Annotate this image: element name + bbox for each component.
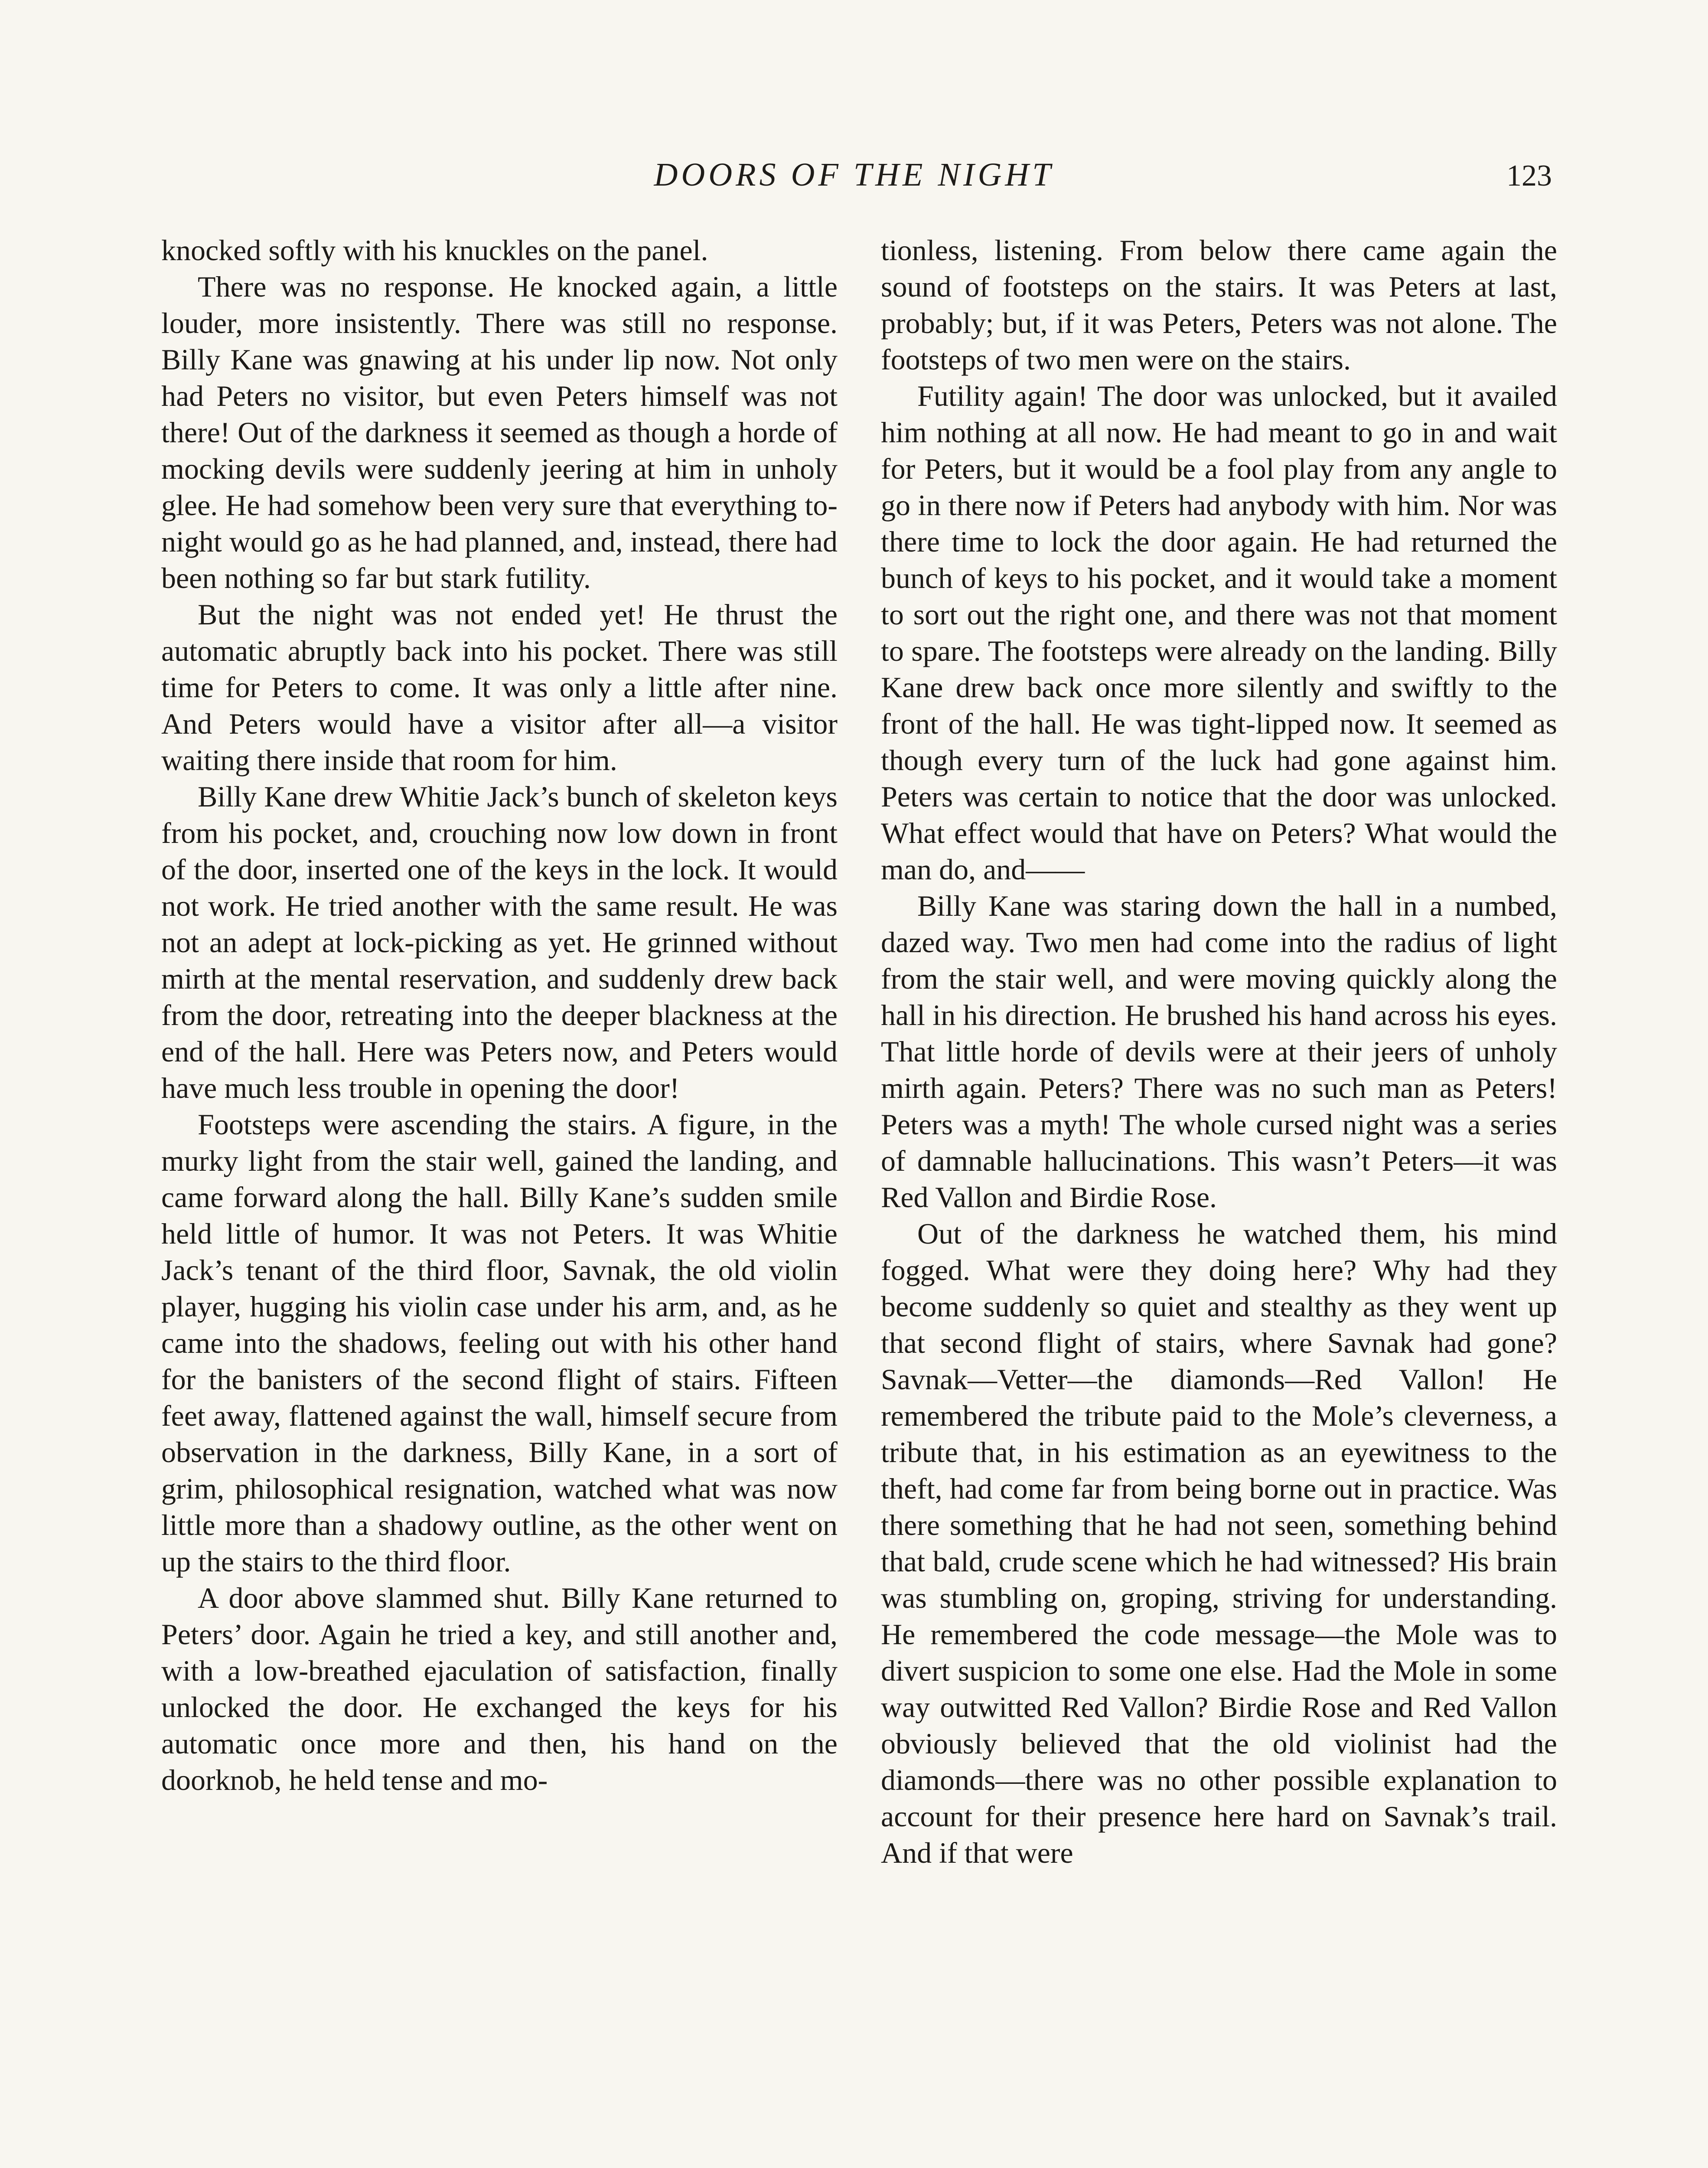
paragraph: Billy Kane drew Whitie Jack’s bunch of skeleton keys from his pocket, and, crouching now low down in front of the door, inserted one of the keys in the lock. It would not work. He tried another with the same result. He was not an adept at lock-picking as yet. He grinned without mirth at the mental reservation, and suddenly drew back from the door, retreating into the deeper blackness at the end of the hall. Here was Peters now, and Peters would have much less trouble in opening the door!: [161, 780, 838, 1104]
paragraph: Billy Kane was staring down the hall in a numbed, dazed way. Two men had come into the radius of light from the stair well, and were moving quickly along the hall in his direction. He brushed his hand across his eyes. That little horde of devils were at their jeers of unholy mirth again. Peters? There was no such man as Peters! Peters was a myth! The whole cursed night was a series of damnable hallucinations. This wasn’t Peters—it was Red Vallon and Birdie Rose.: [881, 889, 1557, 1214]
paragraph: Footsteps were ascending the stairs. A figure, in the murky light from the stair well, gained the landing, and came forward along the hall. Billy Kane’s sudden smile held little of humor. It was not Peters. It was Whitie Jack’s tenant of the third floor, Savnak, the old violin player, hugging his violin case under his arm, and, as he came into the shadows, feeling out with his other hand for the banisters of the second flight of stairs. Fifteen feet away, flattened against the wall, himself secure from observation in the darkness, Billy Kane, in a sort of grim, philosophical resignation, watched what was now little more than a shadowy outline, as the other went on up the stairs to the third floor.: [161, 1108, 838, 1578]
paragraph: Futility again! The door was unlocked, but it availed him nothing at all now. He had meant to go in and wait for Peters, but it would be a fool play from any angle to go in there now if Peters had anybody with him. Nor was there time to lock the door again. He had returned the bunch of keys to his pocket, and it would take a moment to sort out the right one, and there was not that moment to spare. The footsteps were already on the landing. Billy Kane drew back once more silently and swiftly to the front of the hall. He was tight-lipped now. It seemed as though every turn of the luck had gone against him. Peters was certain to notice that the door was unlocked. What effect would that have on Peters? What would the man do, and——: [881, 379, 1557, 886]
text-columns: [161, 232, 1557, 2168]
paragraph: But the night was not ended yet! He thrust the automatic abruptly back into his pocket. There was still time for Peters to come. It was only a little after nine. And Peters would have a visitor after all—a visitor waiting there inside that room for him.: [161, 598, 838, 777]
paragraph: There was no response. He knocked again, a little louder, more insistently. There was still no response. Billy Kane was gnawing at his under lip now. Not only had Peters no visitor, but even Peters himself was not there! Out of the darkness it seemed as though a horde of mocking devils were suddenly jeering at him in unholy glee. He had somehow been very sure that everything to-night would go as he had planned, and, instead, there had been nothing so far but stark futility.: [161, 270, 838, 594]
paragraph: tionless, listening. From below there came again the sound of footsteps on the stairs. It was Peters at last, probably; but, if it was Peters, Peters was not alone. The footsteps of two men were on the stairs.: [881, 234, 1557, 376]
paragraph: knocked softly with his knuckles on the panel.: [161, 234, 708, 267]
right-column: [881, 232, 1557, 2168]
left-column: [161, 232, 838, 2168]
paragraph: Out of the darkness he watched them, his mind fogged. What were they doing here? Why had they become suddenly so quiet and stealthy as they went up that second flight of stairs, where Savnak had gone? Savnak—Vetter—the diamonds—Red Vallon! He remembered the tribute paid to the Mole’s cleverness, a tribute that, in his estimation as an eyewitness to the theft, had come far from being borne out in practice. Was there something that he had not seen, something behind that bald, crude scene which he had witnessed? His brain was stumbling on, groping, striving for understanding. He remembered the code message—the Mole was to divert suspicion to some one else. Had the Mole in some way outwitted Red Vallon? Birdie Rose and Red Vallon obviously believed that the old violinist had the diamonds—there was no other possible explanation to account for their presence here hard on Savnak’s trail. And if that were: [881, 1217, 1557, 1869]
page-header: [156, 156, 1552, 208]
running-title: DOORS OF THE NIGHT: [654, 157, 1054, 193]
page-number: 123: [1506, 159, 1552, 193]
paragraph: A door above slammed shut. Billy Kane returned to Peters’ door. Again he tried a key, and still another and, with a low-breathed ejaculation of satisfaction, finally unlocked the door. He exchanged the keys for his automatic once more and then, his hand on the doorknob, he held tense and mo-: [161, 1581, 838, 1796]
